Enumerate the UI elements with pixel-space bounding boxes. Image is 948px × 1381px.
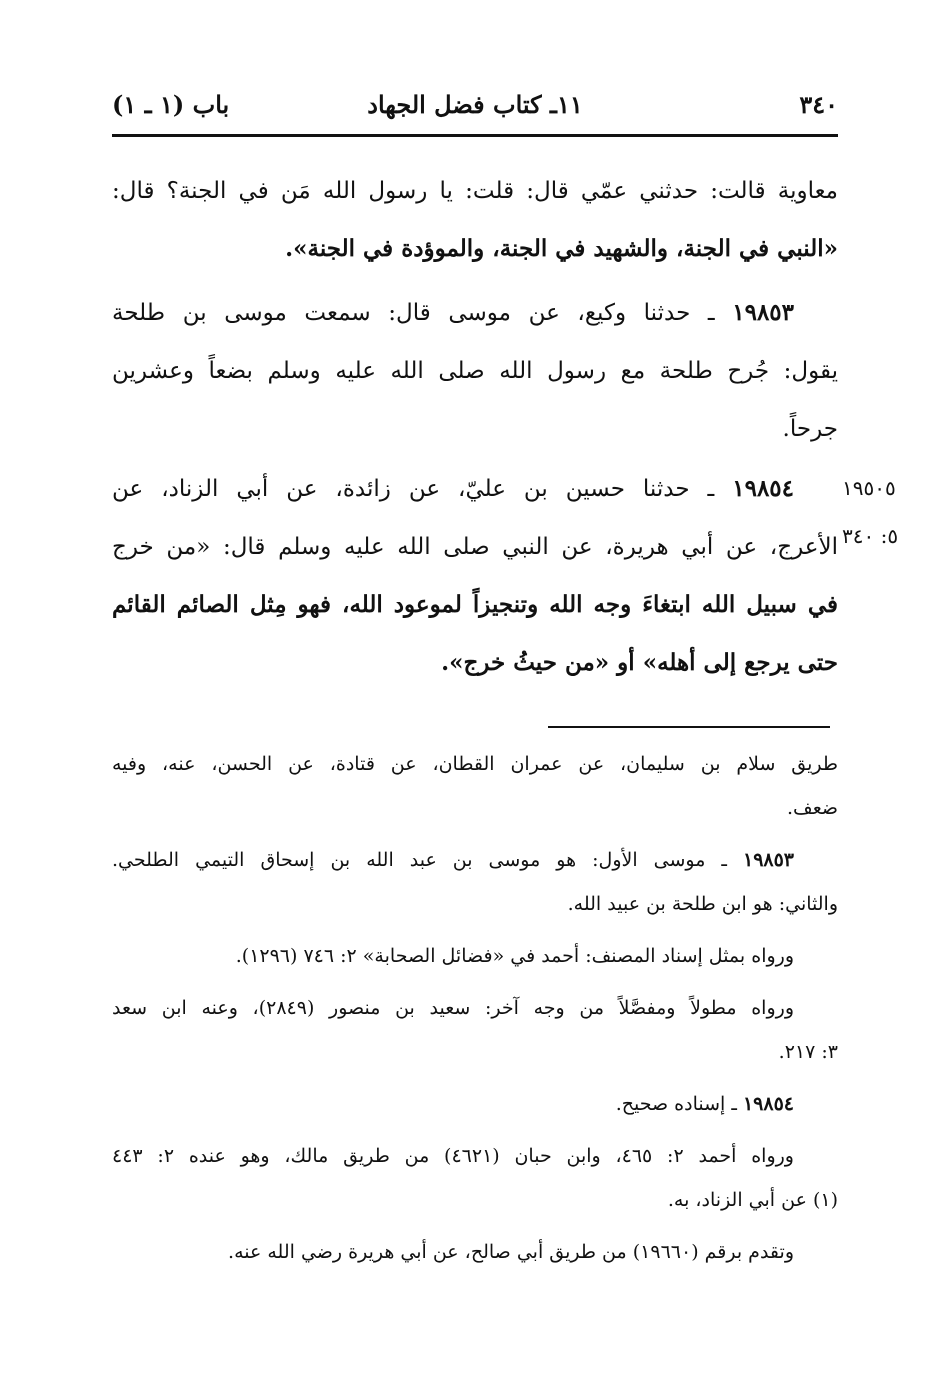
footnote-number: ١٩٨٥٤ <box>742 1093 794 1115</box>
footnote-4 <box>112 986 838 1074</box>
footnote-line: ـ إسناده صحيح. <box>615 1093 737 1115</box>
section-title: باب (١ ـ ١) <box>112 90 230 119</box>
hadith-quote: «النبي في الجنة، والشهيد في الجنة، والموؤدة في الجنة». <box>285 235 838 262</box>
footnote-rule <box>548 726 830 728</box>
chapter-title: ١١ـ كتاب فضل الجهاد <box>367 90 583 119</box>
footnote-line: ضعف. <box>786 797 838 819</box>
footnote-19853 <box>112 838 838 926</box>
footnote-line: ورواه مطولاً ومفصَّلاً من وجه آخر: سعيد بن منصور (٢٨٤٩)، وعنه ابن سعد <box>112 997 794 1019</box>
footnote-line: وتقدم برقم (١٩٦٦٠) من طريق أبي صالح، عن أبي هريرة رضي الله عنه. <box>228 1241 794 1263</box>
footnote-line: والثاني: هو ابن طلحة بن عبيد الله. <box>567 893 838 915</box>
margin-reference: ٥: ٣٤٠ <box>842 524 899 548</box>
footnote-6 <box>112 1134 838 1222</box>
hadith-number: ١٩٨٥٣ <box>732 299 795 326</box>
hadith-19854 <box>112 460 838 692</box>
footnote-line: طريق سلام بن سليمان، عن عمران القطان، عن قتادة، عن الحسن، عنه، وفيه <box>112 753 838 775</box>
footnote-number: ١٩٨٥٣ <box>742 849 795 871</box>
page-number: ٣٤٠ <box>799 90 838 119</box>
footnote-line: (١) عن أبي الزناد، به. <box>667 1189 838 1211</box>
footnote-3 <box>112 934 838 978</box>
hadith-quote: حتى يرجع إلى أهله» أو «من حيثُ خرج». <box>441 649 838 676</box>
header-rule <box>112 134 838 137</box>
margin-reference: ١٩٥٠٥ <box>842 476 896 500</box>
hadith-number: ١٩٨٥٤ <box>732 475 795 502</box>
paragraph-line: ـ حدثنا حسين بن عليّ، عن زائدة، عن أبي الزناد، عن <box>112 476 715 502</box>
hadith-quote: في سبيل الله ابتغاءَ وجه الله وتنجيزاً لموعود الله، فهو مِثل الصائم القائم <box>112 591 838 618</box>
paragraph-line: الأعرج، عن أبي هريرة، عن النبي صلى الله عليه وسلم قال: «من خرج <box>112 534 838 560</box>
footnote-1 <box>112 742 838 830</box>
page-header <box>112 84 838 128</box>
footnote-line: ٣: ٢١٧. <box>778 1041 838 1063</box>
paragraph-line: ـ حدثنا وكيع، عن موسى قال: سمعت موسى بن طلحة <box>112 300 715 326</box>
footnote-line: ورواه بمثل إسناد المصنف: أحمد في «فضائل الصحابة» ٢: ٧٤٦ (١٢٩٦). <box>235 945 794 967</box>
paragraph-line: معاوية قالت: حدثني عمّي قال: قلت: يا رسول الله مَن في الجنة؟ قال: <box>112 178 838 204</box>
footnote-line: ـ موسى الأول: هو موسى بن عبد الله بن إسحاق التيمي الطلحي. <box>112 849 727 871</box>
footnote-19854 <box>112 1082 838 1126</box>
paragraph-line: يقول: جُرح طلحة مع رسول الله صلى الله عليه وسلم بضعاً وعشرين <box>112 358 838 384</box>
paragraph-1 <box>112 162 838 278</box>
footnote-line: ورواه أحمد ٢: ٤٦٥، وابن حبان (٤٦٢١) من طريق مالك، وهو عنده ٢: ٤٤٣ <box>112 1145 794 1167</box>
paragraph-line: جرحاً. <box>782 416 838 442</box>
hadith-19853 <box>112 284 838 458</box>
footnote-7 <box>112 1230 838 1274</box>
